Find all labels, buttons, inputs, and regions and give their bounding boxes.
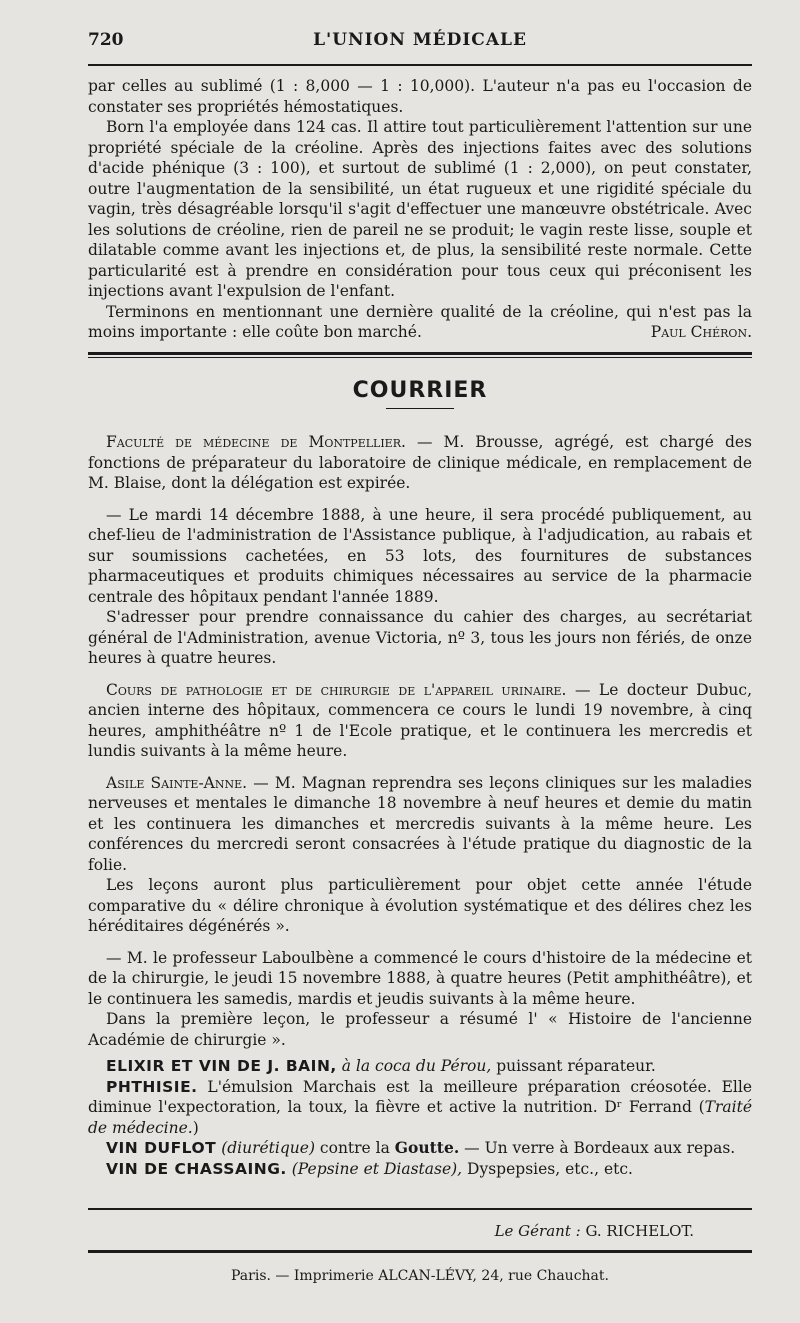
gerant-line	[88, 1222, 752, 1240]
article-paragraph	[88, 302, 752, 343]
ad-bold: Goutte.	[394, 1138, 460, 1157]
news-heading: Asile Sainte-Anne.	[106, 773, 248, 792]
advertisement	[88, 1056, 752, 1077]
ad-text: puissant réparateur.	[491, 1057, 656, 1075]
section-rule-thin	[88, 357, 752, 358]
journal-title: L'UNION MÉDICALE	[313, 30, 527, 50]
printer-line: Paris. — Imprimerie ALCAN-LÉVY, 24, rue Chauchat.	[231, 1268, 609, 1284]
news-text: — M. Brousse, agrégé, est chargé des fonctions de préparateur du laboratoire de clinique médicale, en remplacement de M. Blaise, dont la délégation est expirée.	[88, 433, 752, 492]
ad-name: VIN DE CHASSAING.	[106, 1159, 287, 1178]
courrier-section	[88, 432, 752, 1179]
news-item: Les leçons auront plus particulièrement pour objet cette année l'étude comparative du « délire chronique à évolution systématique et des délires chez les héréditaires dégénérés ».	[88, 876, 752, 935]
footer-rule-top	[88, 1208, 752, 1210]
news-item: — M. le professeur Laboulbène a commencé le cours d'histoire de la médecine et de la chirurgie, le jeudi 15 novembre 1888, à quatre heures (Petit amphithéâtre), et le continuera les samedis, mardis et jeudis suivants à la même heure.	[88, 948, 752, 1008]
news-heading: Cours de pathologie et de chirurgie de l'appareil urinaire.	[106, 680, 567, 699]
ad-text: L'émulsion Marchais est la meilleure préparation créosotée. Elle diminue l'expectoration, la toux, la fièvre et active la nutrition. Dʳ Ferrand (	[88, 1077, 752, 1116]
news-item	[88, 432, 752, 494]
ad-name: ELIXIR ET VIN DE J. BAIN,	[106, 1057, 337, 1075]
news-item: — Le mardi 14 décembre 1888, à une heure, il sera procédé publiquement, au chef-lieu de l'administration de l'Assistance publique, à l'adjudication, au rabais et sur soumissions cachetées, en 53 lots, des fournitures de substances pharmaceutiques et produits chimiques nécessaires au service de la pharmacie centrale des hôpitaux pendant l'année 1889.	[88, 505, 752, 606]
article-text: Terminons en mentionnant une dernière qualité de la créoline, qui n'est pas la moins importante : elle coûte bon marché.	[88, 302, 752, 341]
news-item	[88, 773, 752, 876]
ad-text: )	[192, 1118, 199, 1137]
ad-name: PHTHISIE.	[106, 1077, 198, 1096]
section-rule-thick	[88, 352, 752, 355]
news-item: Dans la première leçon, le professeur a résumé l' « Histoire de l'ancienne Académie de chirurgie ».	[88, 1010, 752, 1049]
ad-text: — Un verre à Bordeaux aux repas.	[459, 1139, 736, 1157]
article-paragraph: Born l'a employée dans 124 cas. Il attire tout particulièrement l'attention sur une propriété spéciale de la créoline. Après des injections faites avec des solutions d'acide phénique (3 : 100), et surtout de sublimé (1 : 2,000), on peut constater, outre l'augmentation de la sensibilité, un état rugueux et une rigidité spéciale du vagin, très désagréable lorsqu'il s'agit d'effectuer une manœuvre obstétricale. Avec les solutions de créoline, rien de pareil ne se produit; le vagin reste lisse, souple et dilatable comme avant les injections et, de plus, la sensibilité reste normale. Cette particularité est à prendre en considération pour tous ceux qui préconisent les injections avant l'expulsion de l'enfant.	[88, 118, 752, 300]
gerant-label: Le Gérant :	[494, 1222, 581, 1240]
page-header	[88, 30, 752, 60]
footer-rule-bottom	[88, 1250, 752, 1253]
article-signature: Paul Chéron.	[650, 323, 752, 341]
news-text: — M. Magnan reprendra ses leçons cliniques sur les maladies nerveuses et mentales le dimanche 18 novembre à neuf heures et demie du matin et les continuera les dimanches et mercredis suivants à la même heure. Les conférences du mercredi seront consacrées à l'étude pratique du diagnostic de la folie.	[88, 773, 752, 874]
ad-italic: à la coca du Pérou,	[341, 1057, 492, 1075]
ad-italic: Traité de médecine.	[88, 1098, 752, 1137]
ad-italic: (Pepsine et Diastase),	[291, 1159, 463, 1178]
section-title: COURRIER	[352, 378, 488, 403]
ad-text: contre la	[315, 1139, 395, 1157]
header-rule	[88, 64, 752, 66]
news-text: — Le docteur Dubuc, ancien interne des hôpitaux, commencera ce cours le lundi 19 novembre, à cinq heures, amphithéâtre nº 1 de l'Ecole pratique, et le continuera les mercredis et lundis suivants à la même heure.	[88, 680, 753, 760]
news-item	[88, 680, 752, 762]
advertisement	[88, 1077, 752, 1139]
ad-text: Dyspepsies, etc., etc.	[462, 1159, 633, 1178]
title-underline	[386, 408, 454, 409]
advertisement	[88, 1159, 752, 1180]
top-article	[88, 76, 752, 343]
ad-name: VIN DUFLOT	[106, 1139, 217, 1157]
news-heading: Faculté de médecine de Montpellier.	[106, 433, 406, 451]
ad-italic: (diurétique)	[221, 1139, 315, 1157]
page-number: 720	[88, 30, 124, 50]
news-item: S'adresser pour prendre connaissance du cahier des charges, au secrétariat général de l'Administration, avenue Victoria, nº 3, tous les jours non fériés, de onze heures à quatre heures.	[88, 608, 752, 667]
gerant-name: G. RICHELOT.	[585, 1222, 694, 1240]
article-paragraph: par celles au sublimé (1 : 8,000 — 1 : 10,000). L'auteur n'a pas eu l'occasion de constater ses propriétés hémostatiques.	[88, 77, 752, 116]
advertisement	[88, 1138, 752, 1159]
